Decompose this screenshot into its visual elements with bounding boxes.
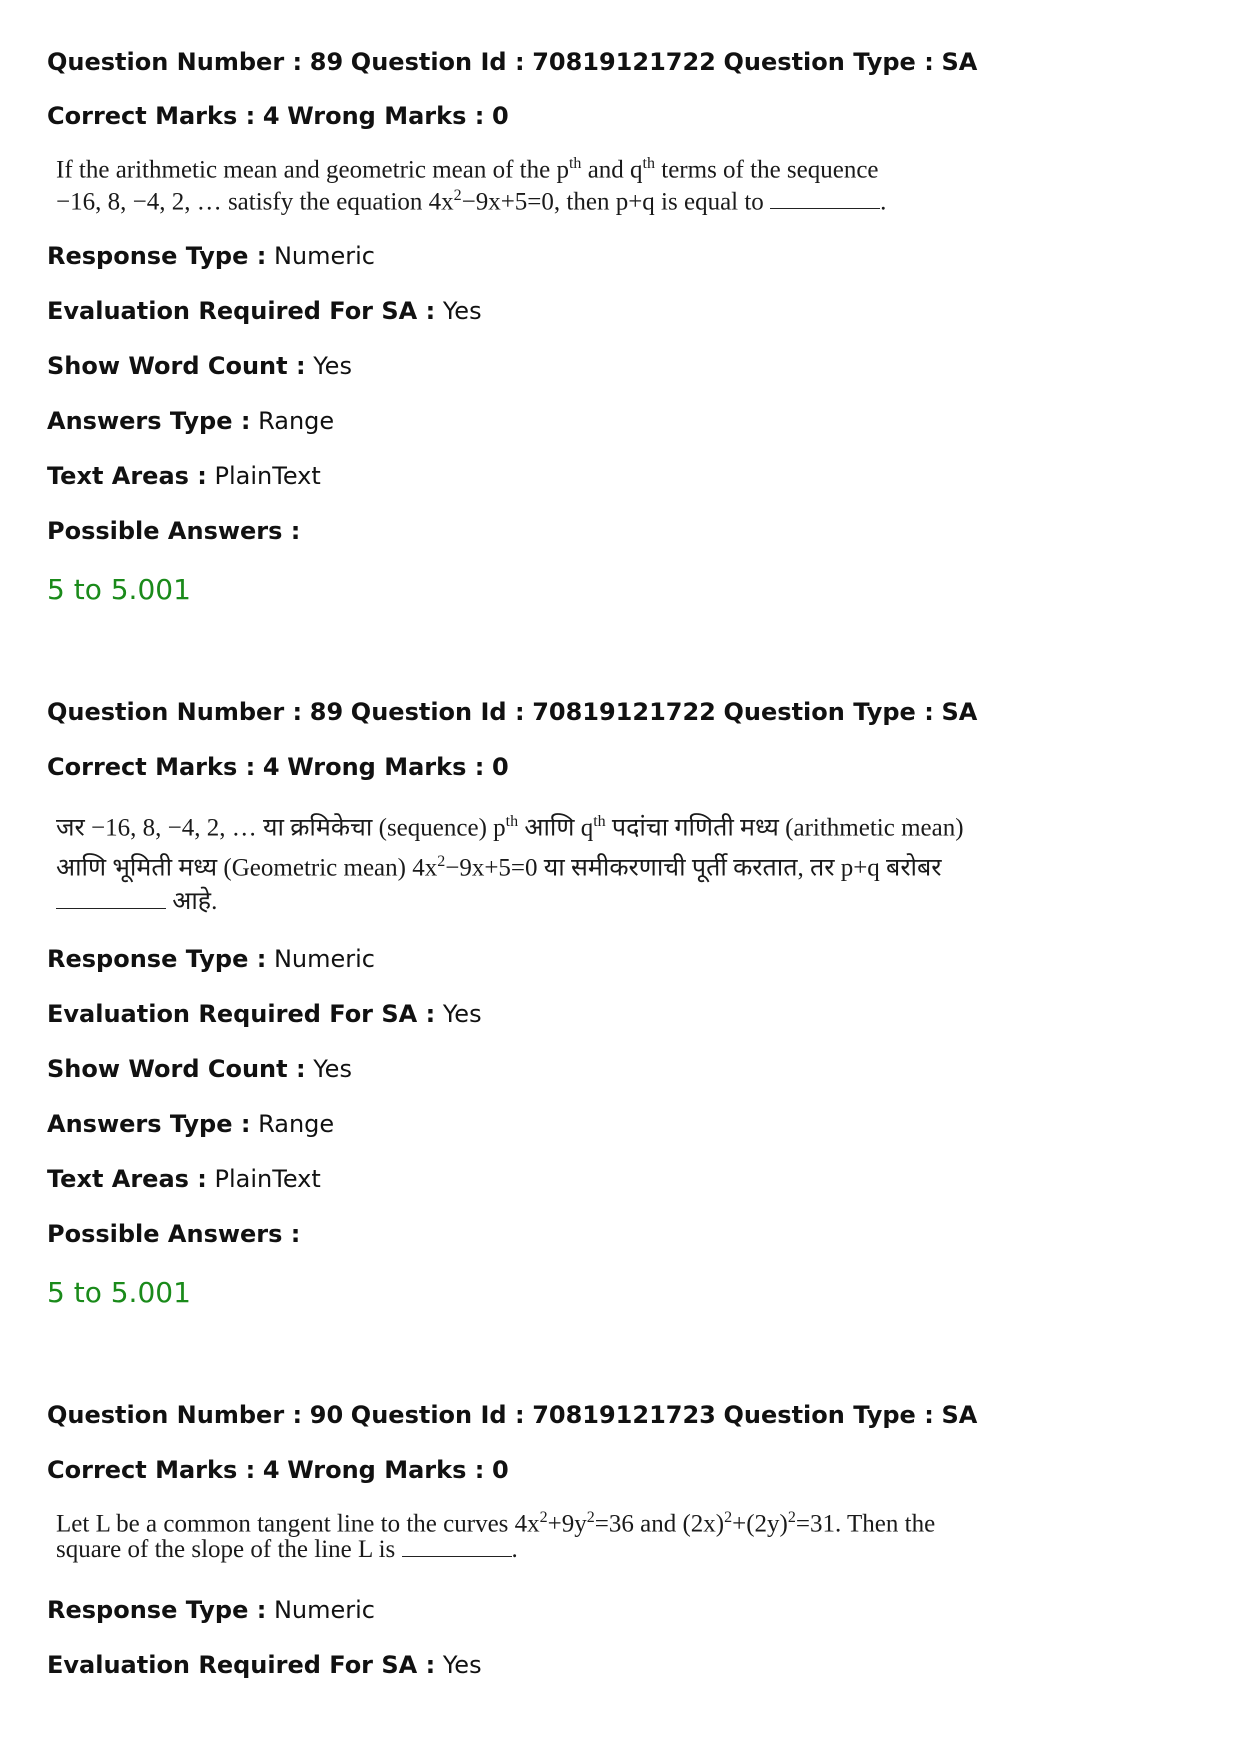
question-id: 70819121723 xyxy=(532,1401,716,1429)
word-count-line xyxy=(47,1053,352,1085)
text-areas-line xyxy=(47,460,321,492)
evaluation-label: Evaluation Required For SA : xyxy=(47,1000,436,1028)
response-type-line xyxy=(47,943,375,975)
correct-marks-label: Correct Marks : xyxy=(47,102,256,130)
text-areas-label: Text Areas : xyxy=(47,1165,207,1193)
correct-marks: 4 xyxy=(262,102,280,130)
correct-marks: 4 xyxy=(262,753,280,781)
marks-line xyxy=(47,751,509,783)
question-type-label: Question Type : xyxy=(723,698,934,726)
answers-type-line xyxy=(47,1108,334,1140)
question-text-line: आहे. xyxy=(56,886,217,918)
question-text-line: −16, 8, −4, 2, … satisfy the equation $4x^2-9x+5=0$, then p+q is equal to . xyxy=(56,187,887,216)
correct-marks-label: Correct Marks : xyxy=(47,753,256,781)
question-type-label: Question Type : xyxy=(723,48,934,76)
evaluation-label: Evaluation Required For SA : xyxy=(47,1651,436,1679)
question-text-line: जर −16, 8, −4, 2, … या क्रमिकेचा (sequence) $p^{th}$ आणि $q^{th}$ पदांचा गणिती मध्य (arithmetic mean) xyxy=(56,813,964,842)
word-count-label: Show Word Count : xyxy=(47,1055,306,1083)
question-text-line: आणि भूमिती मध्य (Geometric mean) $4x^2-9x+5=0$ या समीकरणाची पूर्ती करतात, तर p+q बरोबर xyxy=(56,853,942,882)
answer-blank xyxy=(56,888,166,909)
question-id-label: Question Id : xyxy=(350,1401,525,1429)
response-type-line xyxy=(47,240,375,272)
word-count-label: Show Word Count : xyxy=(47,352,306,380)
wrong-marks-label: Wrong Marks : xyxy=(287,102,485,130)
response-type-label: Response Type : xyxy=(47,242,267,270)
response-type-label: Response Type : xyxy=(47,945,267,973)
evaluation-line xyxy=(47,295,482,327)
question-header xyxy=(47,1399,977,1431)
wrong-marks: 0 xyxy=(491,102,509,130)
evaluation-value: Yes xyxy=(442,1651,482,1679)
correct-marks-label: Correct Marks : xyxy=(47,1456,256,1484)
evaluation-value: Yes xyxy=(442,1000,482,1028)
question-type: SA xyxy=(941,698,978,726)
text-areas-value: PlainText xyxy=(214,462,321,490)
question-number-label: Question Number : xyxy=(47,48,303,76)
evaluation-line xyxy=(47,1649,482,1681)
marks-line xyxy=(47,100,509,132)
possible-answers-line xyxy=(47,515,300,547)
evaluation-line xyxy=(47,998,482,1030)
question-type-label: Question Type : xyxy=(723,1401,934,1429)
response-type-value: Numeric xyxy=(273,1596,375,1624)
question-id-label: Question Id : xyxy=(350,698,525,726)
question-header xyxy=(47,696,977,728)
question-text-line: square of the slope of the line L is . xyxy=(56,1536,518,1563)
question-number-label: Question Number : xyxy=(47,698,303,726)
wrong-marks-label: Wrong Marks : xyxy=(287,753,485,781)
text-areas-label: Text Areas : xyxy=(47,462,207,490)
answers-type-value: Range xyxy=(258,407,335,435)
question-type: SA xyxy=(941,1401,978,1429)
wrong-marks-label: Wrong Marks : xyxy=(287,1456,485,1484)
question-type: SA xyxy=(941,48,978,76)
response-type-value: Numeric xyxy=(273,242,375,270)
question-id-label: Question Id : xyxy=(350,48,525,76)
possible-answers-label: Possible Answers : xyxy=(47,1220,301,1248)
possible-answer-value: 5 to 5.001 xyxy=(47,1276,191,1309)
wrong-marks: 0 xyxy=(491,753,509,781)
marks-line xyxy=(47,1454,509,1486)
question-header xyxy=(47,46,977,78)
answers-type-label: Answers Type : xyxy=(47,1110,251,1138)
answer-blank xyxy=(402,1536,512,1557)
question-text-line: If the arithmetic mean and geometric mean of the $p^{th}$ and $q^{th}$ terms of the sequence xyxy=(56,155,879,184)
response-type-line xyxy=(47,1594,375,1626)
word-count-value: Yes xyxy=(313,1055,352,1083)
word-count-value: Yes xyxy=(313,352,352,380)
question-text-line: Let L be a common tangent line to the curves $4x^2+9y^2=36$ and $(2x)^2+(2y)^2=31$. Then the xyxy=(56,1509,936,1538)
question-id: 70819121722 xyxy=(532,48,716,76)
question-number: 90 xyxy=(309,1401,344,1429)
response-type-label: Response Type : xyxy=(47,1596,267,1624)
question-number-label: Question Number : xyxy=(47,1401,303,1429)
answers-type-label: Answers Type : xyxy=(47,407,251,435)
possible-answer-value: 5 to 5.001 xyxy=(47,573,191,606)
answers-type-line xyxy=(47,405,334,437)
answer-blank xyxy=(770,188,880,209)
possible-answers-label: Possible Answers : xyxy=(47,517,301,545)
text-areas-value: PlainText xyxy=(214,1165,321,1193)
evaluation-label: Evaluation Required For SA : xyxy=(47,297,436,325)
possible-answers-line xyxy=(47,1218,300,1250)
correct-marks: 4 xyxy=(262,1456,280,1484)
word-count-line xyxy=(47,350,352,382)
response-type-value: Numeric xyxy=(273,945,375,973)
evaluation-value: Yes xyxy=(442,297,482,325)
wrong-marks: 0 xyxy=(491,1456,509,1484)
text-areas-line xyxy=(47,1163,321,1195)
question-number: 89 xyxy=(309,698,344,726)
question-id: 70819121722 xyxy=(532,698,716,726)
answers-type-value: Range xyxy=(258,1110,335,1138)
question-number: 89 xyxy=(309,48,344,76)
